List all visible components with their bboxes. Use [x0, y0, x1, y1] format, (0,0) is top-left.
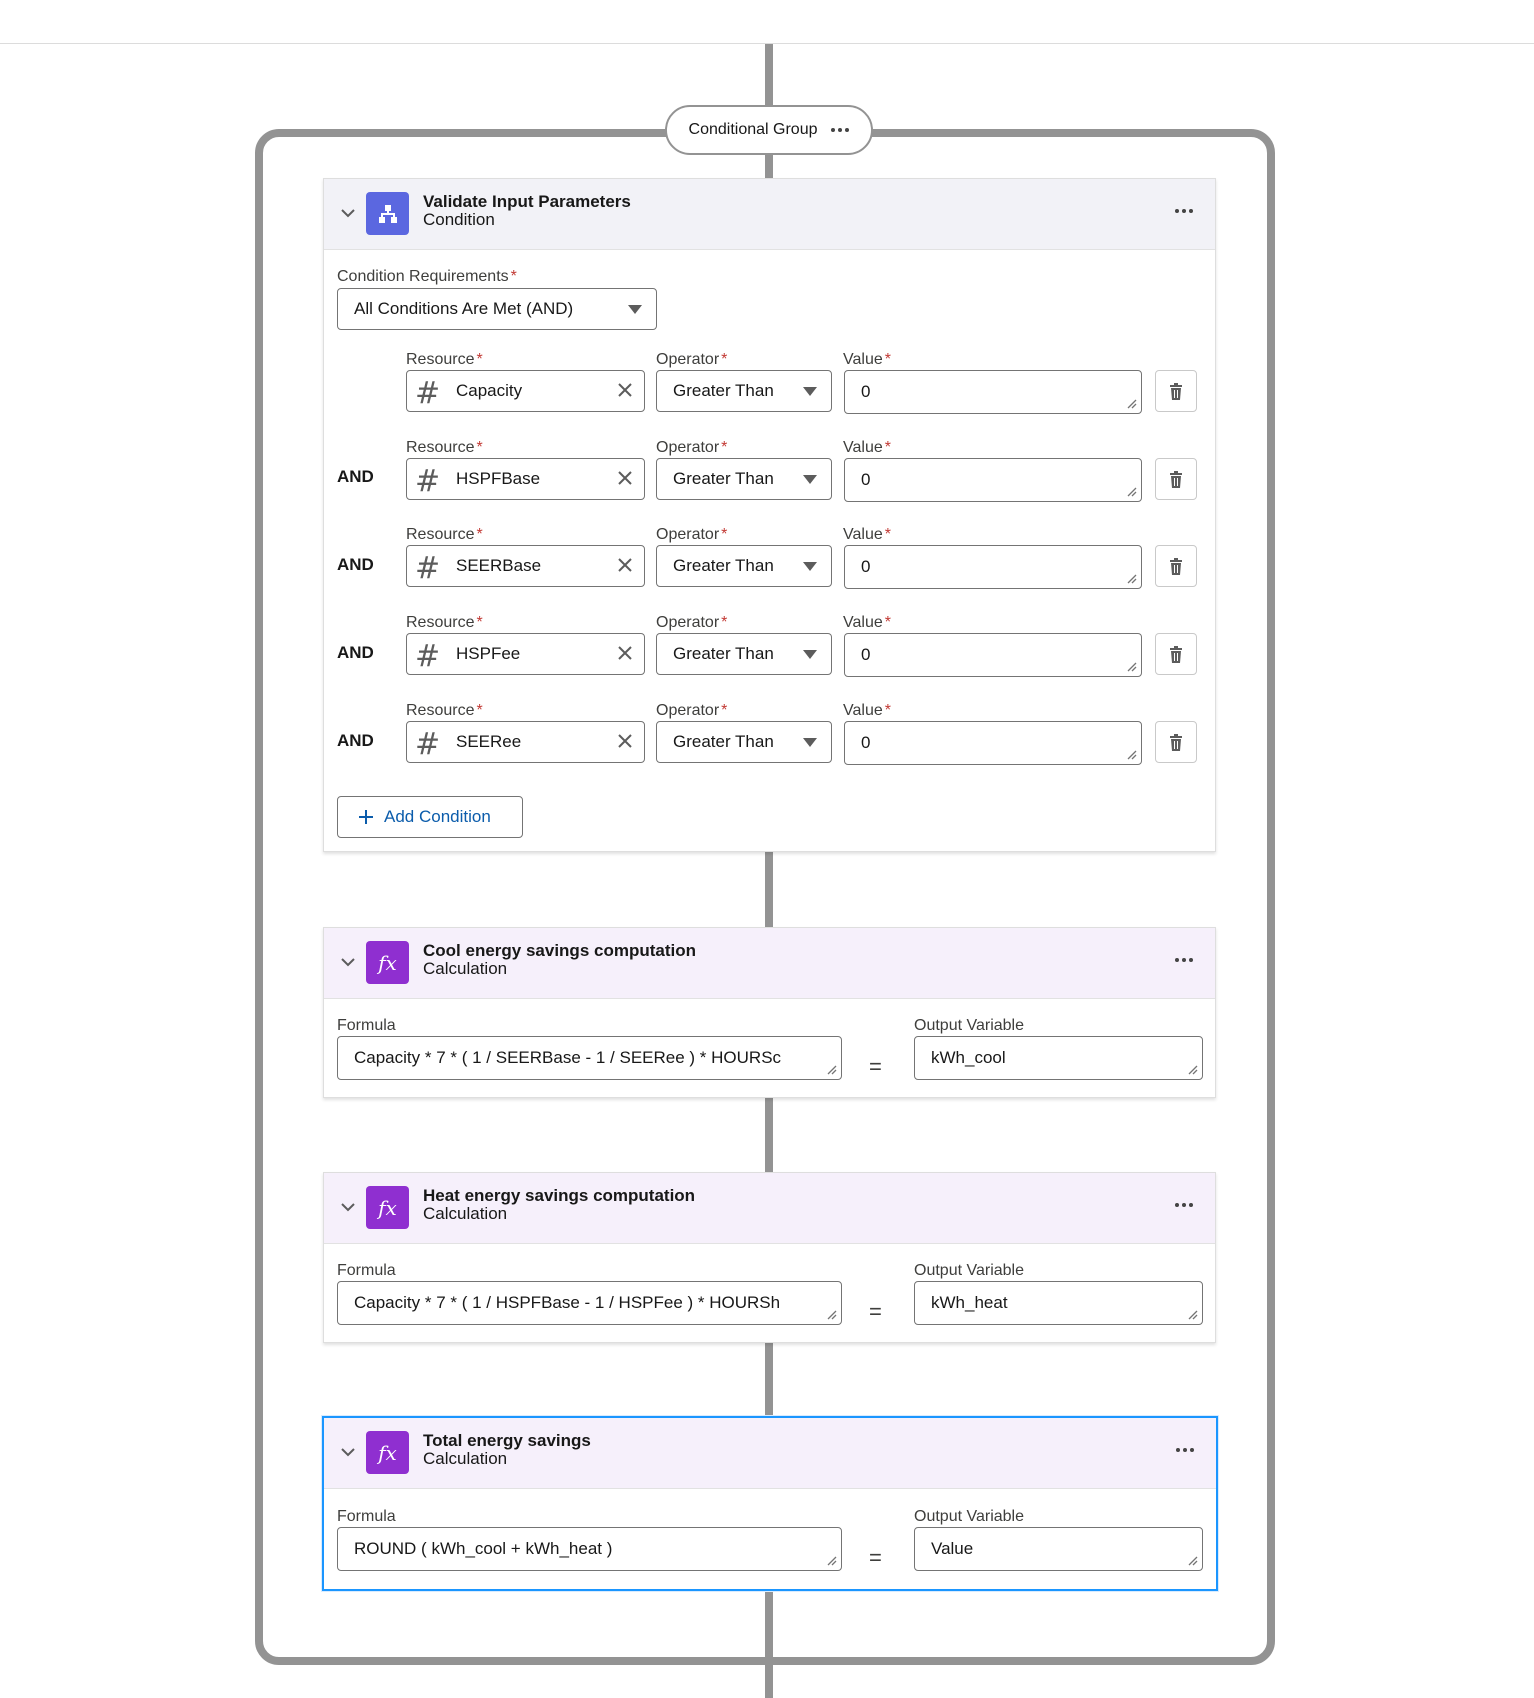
caret-down-icon [803, 738, 817, 747]
connector-label: AND [337, 467, 374, 486]
output-variable-text: kWh_cool [931, 1048, 1006, 1067]
conditional-group-pill[interactable] [665, 105, 873, 155]
value-label: Value * [843, 526, 891, 543]
resource-label: Resource * [406, 526, 483, 543]
decision-icon [366, 192, 409, 235]
resize-handle-icon[interactable] [1125, 485, 1137, 497]
chevron-down-icon[interactable] [338, 203, 358, 223]
formula-input[interactable] [337, 1281, 842, 1325]
operator-value: Greater Than [673, 732, 774, 751]
resize-handle-icon[interactable] [1186, 1554, 1198, 1566]
operator-label: Operator * [656, 614, 728, 631]
operator-select[interactable] [656, 545, 832, 587]
resource-field[interactable] [406, 458, 645, 500]
value-input[interactable] [844, 633, 1142, 677]
resource-value: SEERee [456, 732, 522, 751]
resource-field[interactable] [406, 370, 645, 412]
card-subtitle: Condition [423, 210, 495, 229]
formula-text: Capacity * 7 * ( 1 / SEERBase - 1 / SEERee ) * HOURSc [354, 1048, 782, 1067]
delete-condition-button[interactable] [1155, 545, 1197, 587]
more-icon[interactable] [1175, 209, 1193, 213]
delete-condition-button[interactable] [1155, 721, 1197, 763]
resource-value: HSPFBase [456, 469, 541, 488]
formula-icon: fx [366, 1431, 409, 1474]
value-text: 0 [861, 557, 871, 576]
clear-icon[interactable] [616, 732, 634, 750]
formula-label: Formula [337, 1017, 396, 1034]
card-subtitle: Calculation [423, 1204, 508, 1223]
caret-down-icon [628, 305, 642, 314]
resize-handle-icon[interactable] [1125, 397, 1137, 409]
value-label: Value * [843, 702, 891, 719]
connector-label: AND [337, 555, 374, 574]
trash-icon [1168, 734, 1184, 751]
resize-handle-icon[interactable] [1125, 660, 1137, 672]
condition-card[interactable] [323, 178, 1216, 852]
resize-handle-icon[interactable] [1125, 748, 1137, 760]
output-variable-label: Output Variable [914, 1017, 1024, 1034]
formula-input[interactable] [337, 1036, 842, 1080]
clear-icon[interactable] [616, 644, 634, 662]
operator-label: Operator * [656, 439, 728, 456]
output-variable-text: kWh_heat [931, 1293, 1008, 1312]
plus-icon [358, 809, 374, 825]
operator-value: Greater Than [673, 469, 774, 488]
operator-label: Operator * [656, 351, 728, 368]
formula-input[interactable] [337, 1527, 842, 1571]
resize-handle-icon[interactable] [825, 1308, 837, 1320]
output-variable-input[interactable] [914, 1036, 1203, 1080]
value-label: Value * [843, 351, 891, 368]
condition-requirements-label: Condition Requirements * [337, 268, 517, 285]
calculation-card[interactable] [323, 1172, 1216, 1343]
trash-icon [1168, 558, 1184, 575]
resize-handle-icon[interactable] [1125, 572, 1137, 584]
condition-requirements-value: All Conditions Are Met (AND) [354, 299, 574, 318]
value-text: 0 [861, 645, 871, 664]
equals-sign: = [869, 1545, 882, 1570]
top-toolbar [0, 0, 1534, 44]
caret-down-icon [803, 387, 817, 396]
operator-select[interactable] [656, 370, 832, 412]
caret-down-icon [803, 475, 817, 484]
value-input[interactable] [844, 370, 1142, 414]
delete-condition-button[interactable] [1155, 458, 1197, 500]
more-icon[interactable] [1175, 958, 1193, 962]
output-variable-input[interactable] [914, 1527, 1203, 1571]
output-variable-label: Output Variable [914, 1262, 1024, 1279]
resource-field[interactable] [406, 545, 645, 587]
resource-value: Capacity [456, 381, 523, 400]
resource-value: SEERBase [456, 556, 542, 575]
resize-handle-icon[interactable] [825, 1554, 837, 1566]
formula-icon: fx [366, 941, 409, 984]
output-variable-text: Value [931, 1539, 974, 1558]
value-label: Value * [843, 614, 891, 631]
value-input[interactable] [844, 545, 1142, 589]
clear-icon[interactable] [616, 381, 634, 399]
add-condition-button[interactable] [337, 796, 523, 838]
output-variable-label: Output Variable [914, 1508, 1024, 1525]
number-icon: # [415, 639, 441, 674]
number-icon: # [415, 727, 441, 762]
formula-text: ROUND ( kWh_cool + kWh_heat ) [354, 1539, 613, 1558]
resource-field[interactable] [406, 633, 645, 675]
number-icon: # [415, 376, 441, 411]
resize-handle-icon[interactable] [825, 1063, 837, 1075]
card-header [324, 1418, 1216, 1489]
trash-icon [1168, 471, 1184, 488]
value-input[interactable] [844, 458, 1142, 502]
caret-down-icon [803, 650, 817, 659]
resource-field[interactable] [406, 721, 645, 763]
operator-select[interactable] [656, 458, 832, 500]
connector-line [765, 44, 773, 105]
card-header [324, 1173, 1215, 1244]
equals-sign: = [869, 1054, 882, 1079]
resource-label: Resource * [406, 439, 483, 456]
value-input[interactable] [844, 721, 1142, 765]
value-text: 0 [861, 733, 871, 752]
conditional-group-label: Conditional Group [688, 121, 818, 138]
resize-handle-icon[interactable] [1186, 1308, 1198, 1320]
equals-sign: = [869, 1299, 882, 1324]
operator-select[interactable] [656, 633, 832, 675]
add-condition-label: Add Condition [384, 807, 491, 826]
operator-value: Greater Than [673, 556, 774, 575]
operator-label: Operator * [656, 526, 728, 543]
card-title: Cool energy savings computation [423, 941, 696, 960]
caret-down-icon [803, 562, 817, 571]
clear-icon[interactable] [616, 556, 634, 574]
trash-icon [1168, 646, 1184, 663]
calculation-card[interactable] [323, 927, 1216, 1098]
chevron-down-icon[interactable] [338, 1442, 358, 1462]
resource-label: Resource * [406, 614, 483, 631]
connector-label: AND [337, 731, 374, 750]
card-header [324, 179, 1215, 250]
formula-label: Formula [337, 1508, 396, 1525]
card-title: Validate Input Parameters [423, 192, 631, 211]
delete-condition-button[interactable] [1155, 633, 1197, 675]
clear-icon[interactable] [616, 469, 634, 487]
card-title: Heat energy savings computation [423, 1186, 696, 1205]
number-icon: # [415, 464, 441, 499]
operator-select[interactable] [656, 721, 832, 763]
chevron-down-icon[interactable] [338, 952, 358, 972]
value-label: Value * [843, 439, 891, 456]
chevron-down-icon[interactable] [338, 1197, 358, 1217]
more-icon[interactable] [1176, 1448, 1194, 1452]
more-icon[interactable] [831, 128, 849, 132]
formula-text: Capacity * 7 * ( 1 / HSPFBase - 1 / HSPFee ) * HOURSh [354, 1293, 781, 1312]
resource-label: Resource * [406, 702, 483, 719]
trash-icon [1168, 383, 1184, 400]
value-text: 0 [861, 382, 871, 401]
operator-value: Greater Than [673, 381, 774, 400]
operator-value: Greater Than [673, 644, 774, 663]
number-icon: # [415, 551, 441, 586]
card-title: Total energy savings [423, 1431, 591, 1450]
value-text: 0 [861, 470, 871, 489]
condition-requirements-select[interactable] [337, 288, 657, 330]
formula-label: Formula [337, 1262, 396, 1279]
resize-handle-icon[interactable] [1186, 1063, 1198, 1075]
calculation-card-selected[interactable] [322, 1416, 1218, 1591]
connector-label: AND [337, 643, 374, 662]
resource-value: HSPFee [456, 644, 521, 663]
card-subtitle: Calculation [423, 1449, 508, 1468]
card-subtitle: Calculation [423, 959, 508, 978]
output-variable-input[interactable] [914, 1281, 1203, 1325]
more-icon[interactable] [1175, 1203, 1193, 1207]
card-header [324, 928, 1215, 999]
delete-condition-button[interactable] [1155, 370, 1197, 412]
formula-icon: fx [366, 1186, 409, 1229]
operator-label: Operator * [656, 702, 728, 719]
resource-label: Resource * [406, 351, 483, 368]
